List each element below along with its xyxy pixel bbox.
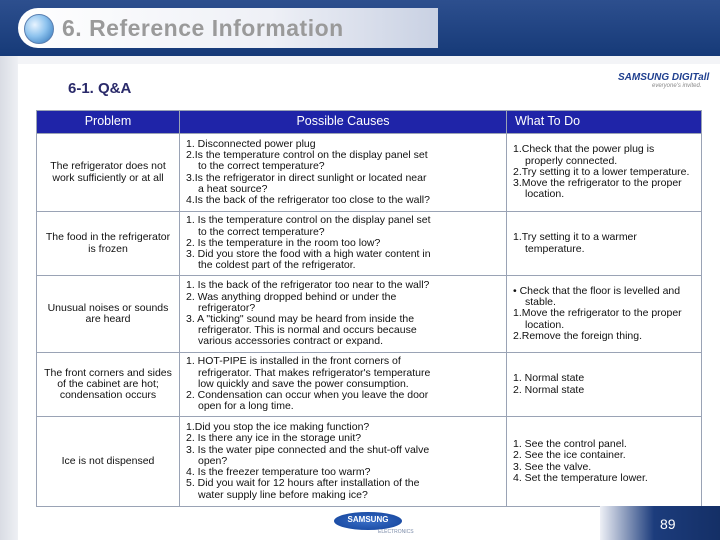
cause-line: refrigerator. This is normal and occurs because <box>198 324 417 337</box>
cause-line: the coldest part of the refrigerator. <box>198 259 356 272</box>
action-line: 2. Normal state <box>513 383 585 396</box>
cause-line: 3. Is the water pipe connected and the shut-off valve <box>186 443 430 456</box>
problem-cell: Unusual noises or sounds are heard <box>37 276 180 353</box>
action-line: 3.Move the refrigerator to the proper <box>513 177 682 190</box>
action-line: properly connected. <box>525 154 618 167</box>
action-line: 4. Set the temperature lower. <box>513 471 648 484</box>
cause-line: 2.Is the temperature control on the display panel set <box>186 149 428 162</box>
samsung-digitall-logo <box>618 72 710 104</box>
action-line: 1. Normal state <box>513 372 585 385</box>
action-line: 2. See the ice container. <box>513 449 626 462</box>
samsung-logo <box>334 512 402 530</box>
todo-cell <box>507 417 702 507</box>
page-number: 89 <box>660 516 676 532</box>
action-line: • Check that the floor is levelled and <box>513 284 681 297</box>
samsung-logo-subtext: ELECTRONICS <box>378 529 414 535</box>
todo-cell <box>507 212 702 276</box>
cause-line: water supply line before making ice? <box>198 488 368 501</box>
action-line: 1. See the control panel. <box>513 438 627 451</box>
problem-cell: The front corners and sides of the cabinet are hot; condensation occurs <box>37 353 180 417</box>
problem-cell: Ice is not dispensed <box>37 417 180 507</box>
cause-line: to the correct temperature? <box>198 225 325 238</box>
table-row <box>37 276 702 353</box>
action-line: 1.Move the refrigerator to the proper <box>513 307 682 320</box>
cause-line: 2. Is the temperature in the room too low? <box>186 236 381 249</box>
cause-line: refrigerator. That makes refrigerator's temperature <box>198 366 431 379</box>
action-line: stable. <box>525 296 556 309</box>
page-title: 6. Reference Information <box>62 15 344 41</box>
cause-line: 3. A "ticking" sound may be heard from inside the <box>186 313 415 325</box>
cause-line: 3.Is the refrigerator in direct sunlight or located near <box>186 171 427 184</box>
samsung-logo-text: SAMSUNG <box>347 515 389 524</box>
action-line: location. <box>525 188 565 201</box>
cause-line: open? <box>198 454 228 467</box>
action-line: 3. See the valve. <box>513 460 592 473</box>
section-title: 6-1. Q&A <box>68 80 132 97</box>
cause-line: 5. Did you wait for 12 hours after installation of the <box>186 477 420 490</box>
causes-cell <box>180 134 507 212</box>
left-strip <box>0 56 18 540</box>
brand-name: SAMSUNG DIGITall <box>618 72 710 83</box>
cause-line: open for a long time. <box>198 400 294 413</box>
action-line: 2.Remove the foreign thing. <box>513 329 642 342</box>
table-header-row <box>37 111 702 134</box>
cause-line: a heat source? <box>198 182 268 195</box>
action-line: temperature. <box>525 242 585 255</box>
cause-line: 4.Is the back of the refrigerator too close to the wall? <box>186 193 430 206</box>
cause-line: 1. Disconnected power plug <box>186 137 316 150</box>
table-row <box>37 417 702 507</box>
brand-tagline: everyone's invited. <box>652 83 702 89</box>
cause-line: refrigerator? <box>198 301 256 314</box>
qa-table <box>36 110 702 507</box>
cause-line: 1.Did you stop the ice making function? <box>186 421 370 434</box>
problem-cell: The food in the refrigerator is frozen <box>37 212 180 276</box>
cause-line: 3. Did you store the food with a high water content in <box>186 248 431 261</box>
cause-line: 4. Is the freezer temperature too warm? <box>186 466 371 479</box>
table-row <box>37 134 702 212</box>
column-header-problem: Problem <box>37 111 180 134</box>
causes-cell <box>180 276 507 353</box>
action-line: location. <box>525 318 565 331</box>
cause-line: 2. Was anything dropped behind or under the <box>186 290 397 303</box>
causes-cell <box>180 417 507 507</box>
cause-line: 1. Is the back of the refrigerator too near to the wall? <box>186 279 430 292</box>
cause-line: low quickly and save the power consumption. <box>198 377 409 390</box>
column-header-causes: Possible Causes <box>180 111 507 134</box>
cause-line: 1. Is the temperature control on the display panel set <box>186 214 431 227</box>
problem-cell: The refrigerator does not work sufficiently or at all <box>37 134 180 212</box>
cause-line: 1. HOT-PIPE is installed in the front corners of <box>186 355 401 368</box>
cause-line: 2. Condensation can occur when you leave the door <box>186 389 429 402</box>
column-header-todo: What To Do <box>507 111 702 134</box>
table-row <box>37 212 702 276</box>
causes-cell <box>180 212 507 276</box>
action-line: 2.Try setting it to a lower temperature. <box>513 165 690 178</box>
todo-cell <box>507 134 702 212</box>
cause-line: 2. Is there any ice in the storage unit? <box>186 432 362 445</box>
action-line: 1.Check that the power plug is <box>513 143 655 156</box>
todo-cell <box>507 276 702 353</box>
action-line: 1.Try setting it to a warmer <box>513 231 637 244</box>
todo-cell <box>507 353 702 417</box>
table-row <box>37 353 702 417</box>
cause-line: to the correct temperature? <box>198 160 325 173</box>
causes-cell <box>180 353 507 417</box>
cause-line: various accessories contract or expand. <box>198 335 384 348</box>
globe-icon <box>24 14 54 44</box>
